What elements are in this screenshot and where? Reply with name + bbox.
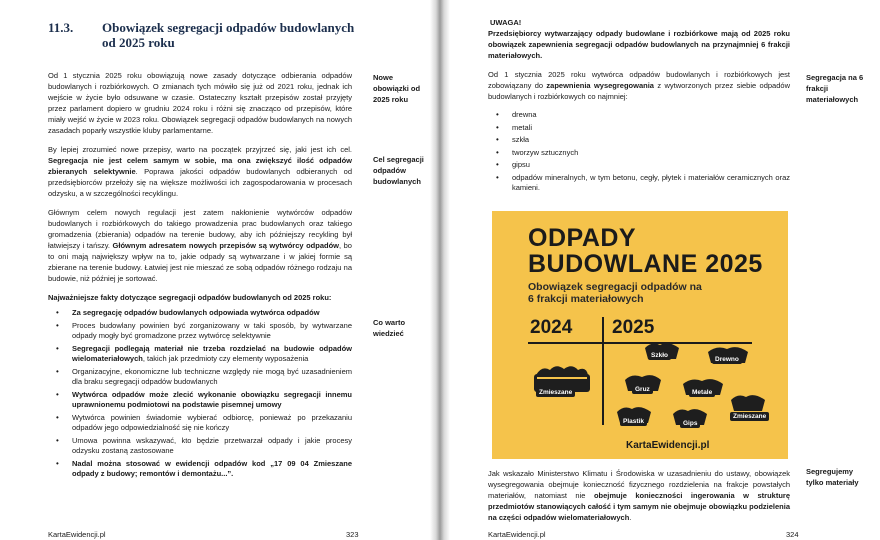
list-item	[48, 436, 352, 457]
p2-bold: Segregacja nie jest celem samym w sobie, ma ona zwiększyć ilość odpadów zbieranych selektywnie	[48, 156, 352, 176]
facts-list	[48, 308, 352, 480]
section-title	[102, 20, 362, 50]
fact-rest: , takich jak przedmioty czy elementy wyposażenia	[142, 354, 309, 363]
list-item: • tworzyw sztucznych	[488, 148, 790, 159]
p2-end: . Poprawa jakości odpadów budowlanych odbieranych od przedsiębiorców przełoży się na większe możliwości ich zagospodarowania w procesach odzysku, a w szczególności recyklingu.	[48, 167, 352, 198]
fact-text: Nadal można stosować w ewidencji odpadów kod „17 09 04 Zmieszane odpady z budowy; remontów i demontażu...”.	[72, 458, 352, 478]
right-side-note-2: Segregujemy tylko materiały	[806, 467, 859, 487]
poster-title-line1: ODPADY	[528, 224, 637, 252]
list-item	[48, 308, 352, 319]
paragraph-2	[48, 144, 352, 199]
left-page	[0, 0, 436, 540]
rp2-start: Jak wskazało Ministerstwo Klimatu i Środowiska w uzasadnieniu do ustawy, obowiązek wysegregowania obejmuje konieczność fizycznego rozdzielenia na frakcje powstałych materiałów, natomiast nie	[488, 469, 790, 500]
right-side-note-1: Segregacja na 6 frakcji materiałowych	[806, 73, 864, 104]
p2-start: By lepiej zrozumieć nowe przepisy, warto na początek przyjrzeć się, jaki jest ich cel.	[48, 145, 352, 154]
poster-website: KartaEwidencji.pl	[626, 440, 710, 451]
materials-list	[488, 110, 790, 194]
page-number: 324	[786, 530, 799, 539]
facts-heading-text: Najważniejsze fakty dotyczące segregacji odpadów budowlanych od 2025 roku:	[48, 293, 332, 302]
list-item: • gipsu	[488, 160, 790, 171]
paragraph-3	[48, 207, 352, 284]
list-item	[48, 321, 352, 342]
fraction-label: Zmieszane	[730, 412, 769, 421]
fact-text: Wytwórca odpadów może zlecić wykonanie obowiązku segregacji innemu uprawnionemu podmiotowi na podstawie pisemnej umowy	[72, 389, 352, 409]
side-note-1: Nowe obowiązki od 2025 roku	[373, 73, 421, 104]
fact-text: Umowa powinna wskazywać, kto będzie przetwarzał odpady i jakie procesy odzysku zostaną zastosowane	[72, 435, 352, 455]
fact-text: Za segregację odpadów budowlanych odpowiada wytwórca odpadów	[72, 308, 320, 317]
fraction-label: Plastik	[620, 417, 647, 426]
uwaga-text: Przedsiębiorcy wytwarzający odpady budowlane i rozbiórkowe mają od 2025 roku obowiązek zapewnienia segregacji odpadów budowlanych na przynajmniej 6 frakcji materiałowych.	[488, 29, 790, 60]
section-title-line2: od 2025 roku	[102, 35, 175, 50]
list-item	[48, 344, 352, 365]
list-item	[48, 390, 352, 411]
fraction-label: Metale	[689, 388, 715, 397]
paragraph-1: Od 1 stycznia 2025 roku obowiązują nowe zasady dotyczące odbierania odpadów budowlanych i rozbiórkowych. O zmianach tych mówiło się już od 2021 roku, jednak ich wejście w życie było odsuwane w czasie. Ostateczny kształt przepisów został przyjęty przez parlament dopiero w grudniu 2024 roku i różni się znacząco od przepisów, które miały wejść w życie w 2023 roku. Obowiązek segregacji odpadów budowlanych na nowych zasadach poparły wszystkie kluby parlamentarne.	[48, 71, 352, 135]
fact-bold: Segregacji podlegają materiał nie trzeba rozdzielać na budowie odpadów wielomateriałowych	[72, 343, 352, 363]
poster-divider-vertical	[602, 317, 604, 425]
poster-subtitle-line1: Obowiązek segregacji odpadów na	[528, 281, 702, 293]
facts-heading	[48, 292, 352, 303]
list-item: • szkła	[488, 135, 790, 146]
rp1-bold: zapewnienia wysegregowania	[546, 81, 654, 90]
section-title-line1: Obowiązek segregacji odpadów budowlanych	[102, 20, 355, 35]
right-paragraph-2	[488, 468, 790, 523]
fact-text: Proces budowlany powinien być zorganizowany w taki sposób, by wytwarzane odpady mogły być gromadzone przez wytwórcę selektywnie	[72, 320, 352, 340]
fraction-label: Szkło	[648, 351, 671, 360]
fact-text: Organizacyjne, ekonomiczne lub techniczne względy nie mogą być uzasadnieniem dla braku segregacji odpadów budowlanych	[72, 366, 352, 386]
list-item: • metali	[488, 123, 790, 134]
fact-text: Wytwórca powinien świadomie wybierać odbiorcę, ponieważ po przekazaniu odpadów jego odpowiedzialność się nie kończy	[72, 412, 352, 432]
list-item: • odpadów mineralnych, w tym betonu, cegły, płytek i materiałów ceramicznych oraz kamieni.	[488, 173, 790, 194]
poster	[492, 211, 788, 459]
side-note-3: Co warto wiedzieć	[373, 318, 406, 338]
rp2-end: .	[629, 513, 632, 522]
list-item	[48, 459, 352, 480]
footer-site: KartaEwidencji.pl	[488, 530, 546, 539]
uwaga-label: UWAGA!	[490, 18, 522, 27]
p3-start: Głównym celem nowych regulacji jest zatem nakłonienie wytwórców odpadów budowlanych i rozbiórkowych do takiego prowadzenia prac budowlanych oraz takiego gromadzenia (zbierania) odpadów na terenie budowy, aby ich późniejszy recykling był łatwiejszy i tańszy.	[48, 208, 352, 250]
rp1-end: z wytworzonych przez siebie odpadów budowlanych i rozbiórkowych co najmniej:	[488, 81, 790, 101]
p3-bold: Głównym adresatem nowych przepisów są wytwórcy odpadów	[112, 241, 340, 250]
fraction-label: Drewno	[712, 355, 742, 364]
right-body-top	[488, 17, 790, 196]
section-number: 11.3.	[48, 20, 74, 35]
mixed-label: Zmieszane	[536, 388, 575, 397]
book-gutter	[430, 0, 450, 540]
mixed-small-pile-icon	[728, 391, 768, 413]
list-item	[48, 367, 352, 388]
right-page	[444, 0, 880, 540]
poster-title-line2: BUDOWLANE 2025	[528, 250, 763, 278]
p3-end: , bo to oni mają największy wpływ na to, jakie odpady są wytwarzane i w jakiej formie są zbierane na terenie budowy. Łatwiej jest nie mieszać ze sobą odpadów różnego rodzaju na budowie, niż później je sortować.	[48, 241, 352, 283]
side-note-2: Cel segregacji odpadów budowlanych	[373, 155, 424, 186]
fraction-label: Gips	[680, 419, 700, 428]
rp2-bold: obejmuje konieczności ingerowania w strukturę przedmiotów stanowiących całość i tym samym nie obejmuje obowiązku podzielenia na części odpadów wielomateriałowych	[488, 491, 791, 522]
footer-site: KartaEwidencji.pl	[48, 530, 106, 539]
poster-year-right: 2025	[612, 317, 655, 338]
fraction-label: Gruz	[632, 385, 653, 394]
rp1-start: Od 1 stycznia 2025 roku wytwórca odpadów budowlanych i rozbiórkowych jest zobowiązany do	[488, 70, 790, 90]
page-number: 323	[346, 530, 359, 539]
poster-year-left: 2024	[530, 317, 573, 338]
list-item	[48, 413, 352, 434]
left-body	[48, 70, 352, 482]
list-item: • drewna	[488, 110, 790, 121]
right-paragraph-1	[488, 69, 790, 102]
poster-subtitle-line2: 6 frakcji materiałowych	[528, 293, 644, 305]
